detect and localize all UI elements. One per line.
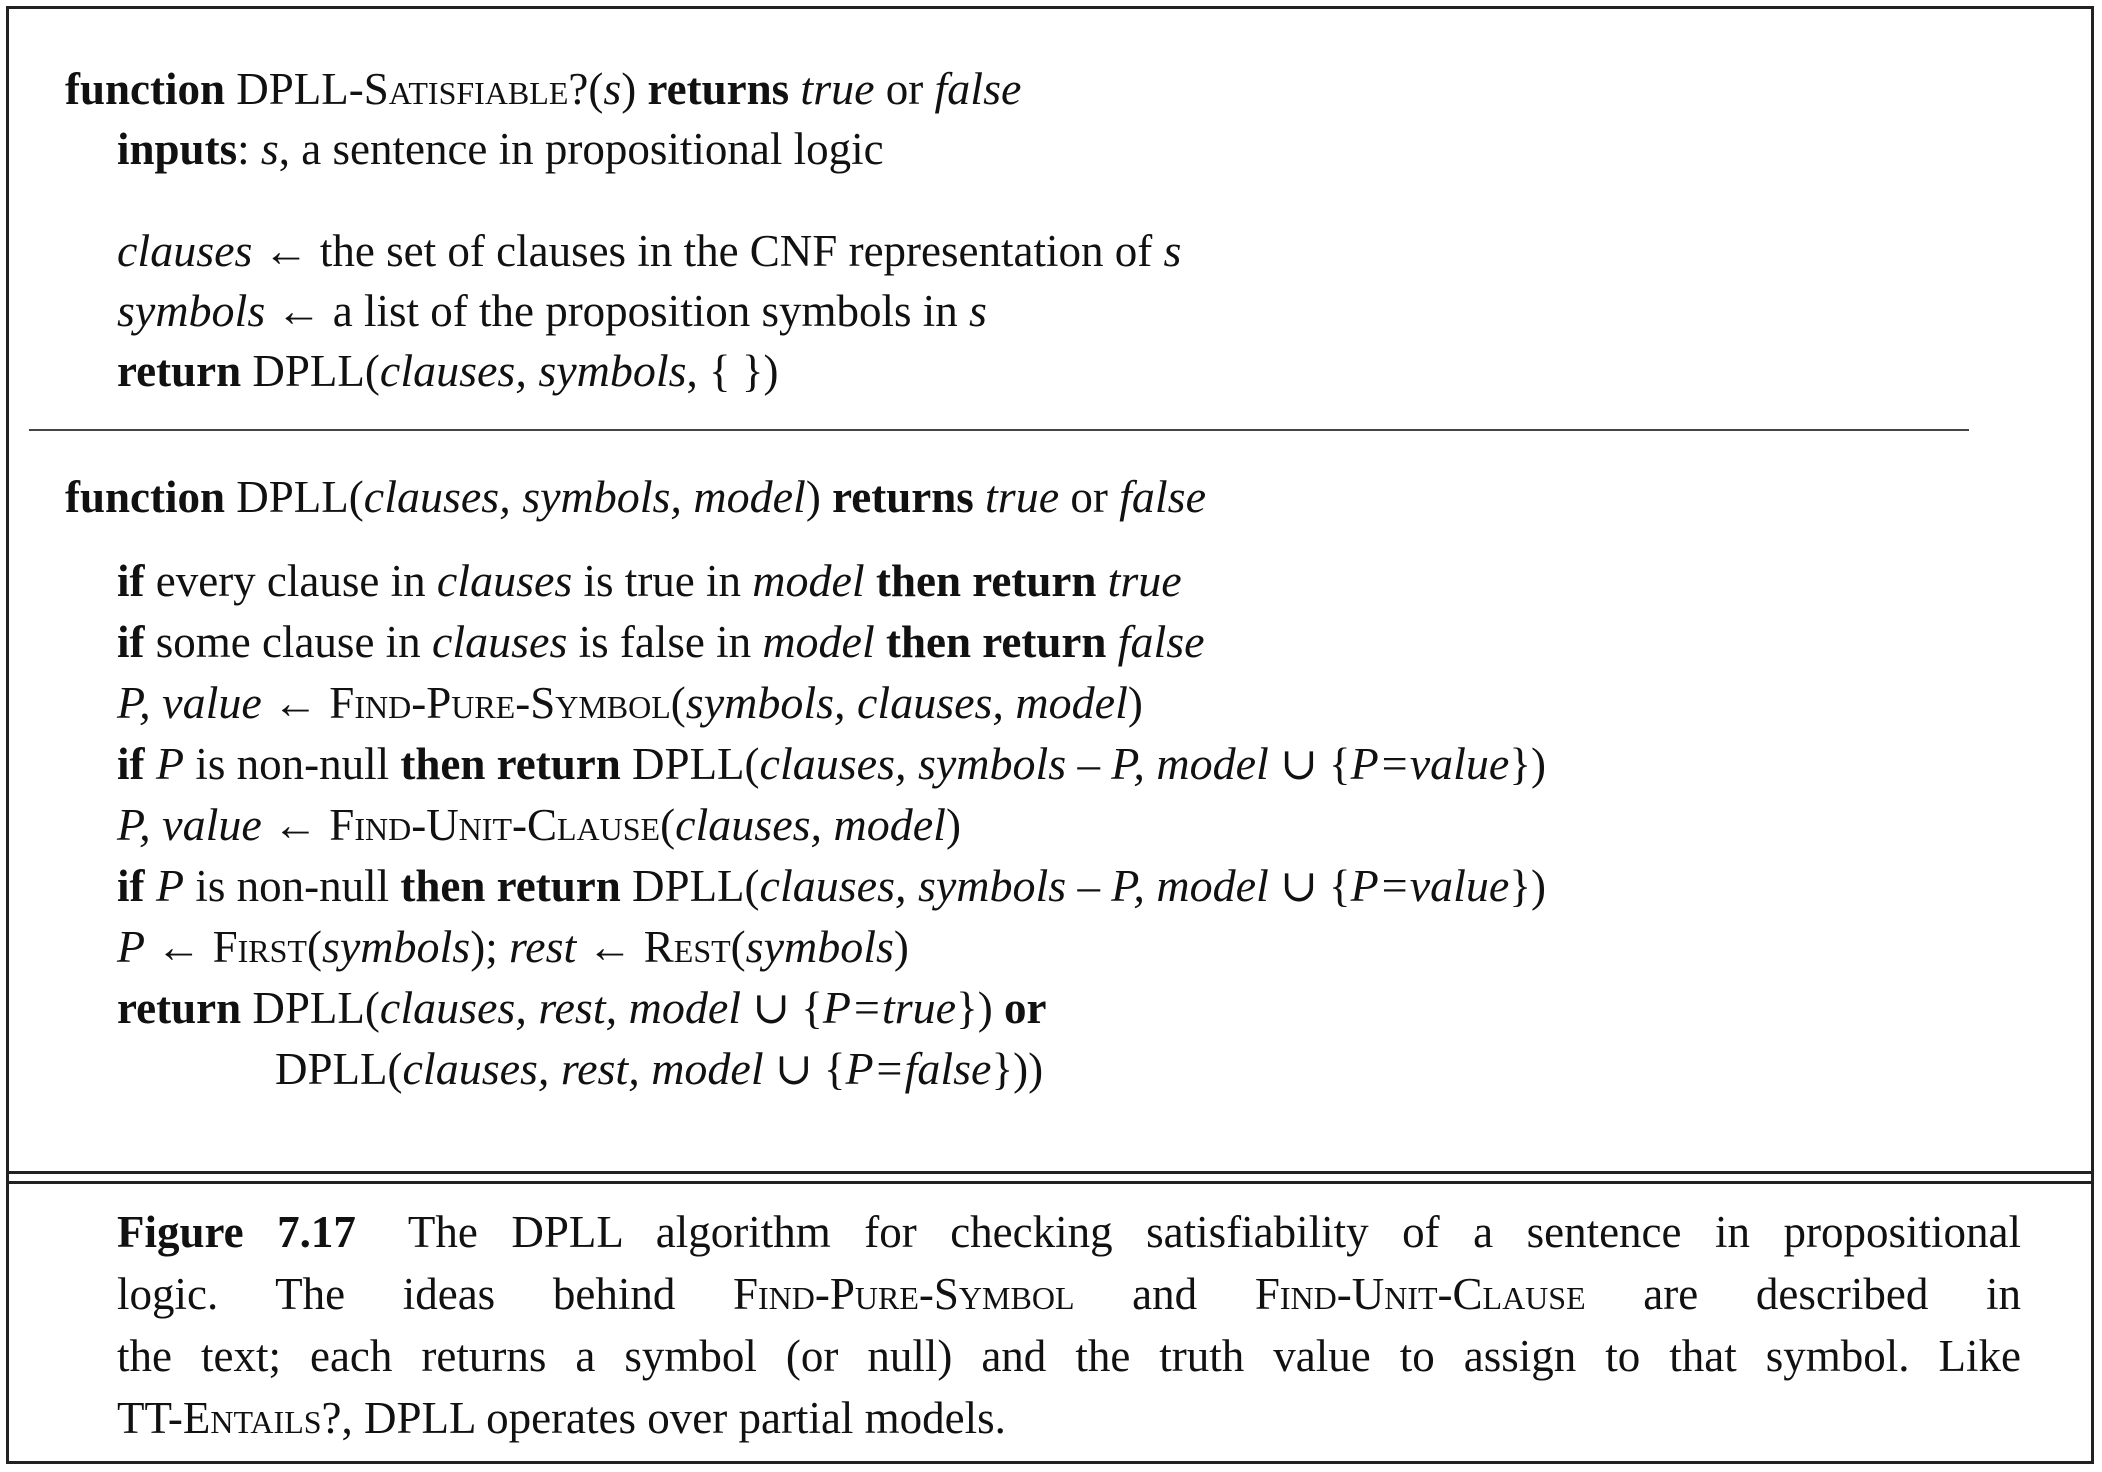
params: clauses, symbols, model: [363, 471, 806, 522]
dpll-satisfiable-signature: [65, 59, 1021, 119]
l2-clauses: clauses: [431, 616, 568, 667]
function-name: Satisfiable: [363, 64, 569, 114]
keyword-if: if: [117, 739, 145, 789]
l1-b: is true in: [572, 556, 753, 606]
caption-line2-a: logic. The ideas behind: [117, 1269, 733, 1319]
keyword-if: if: [117, 556, 145, 606]
l3-fn-pre: F: [329, 678, 355, 728]
l4-p2: P, model: [1111, 738, 1269, 789]
caption-line2-c: are described in: [1585, 1269, 2021, 1319]
keyword-return: return: [117, 983, 242, 1033]
l8-close: }): [956, 983, 1004, 1033]
function-divider: [29, 429, 1969, 431]
l2-then: then return: [874, 617, 1118, 667]
caption-line-1: [117, 1201, 2021, 1263]
l9-args: clauses, rest, model: [402, 1043, 764, 1094]
param-s: s: [603, 63, 622, 114]
paren-close: ): [805, 472, 833, 522]
l7-sym1: symbols: [321, 921, 471, 972]
l9-pf: P=false: [845, 1043, 992, 1094]
l6-call: DPLL(: [620, 861, 760, 911]
keyword-or: or: [1003, 983, 1047, 1033]
check-all-true-line: [117, 551, 1182, 611]
paren-open: ?(: [568, 64, 604, 114]
caption-line4-sc: Entails: [182, 1393, 322, 1443]
figure-frame: [6, 6, 2094, 1464]
l6-minus: –: [1066, 861, 1112, 911]
caption-line4-b: ?, DPLL operates over partial models.: [321, 1393, 1006, 1443]
or-text: or: [874, 64, 935, 114]
figure-label: Figure 7.17: [117, 1207, 356, 1257]
l9-call: DPLL(: [275, 1044, 403, 1094]
return-split-line: [117, 978, 1046, 1038]
l6-pv: P=value: [1350, 860, 1510, 911]
keyword-returns: returns: [647, 64, 790, 114]
l3-close: ): [1127, 678, 1143, 728]
l3-open: (: [670, 678, 686, 728]
l6-args: clauses, symbols: [759, 860, 1067, 911]
return-split-continuation: [275, 1039, 1043, 1099]
l8-args: clauses, rest, model: [379, 982, 742, 1033]
l6-close: }): [1509, 861, 1546, 911]
var-s: s: [1163, 225, 1182, 276]
empty-model: , { }): [686, 346, 779, 396]
l7-open1: (: [306, 922, 322, 972]
l4-args: clauses, symbols: [759, 738, 1067, 789]
first-rest-line: [117, 917, 909, 977]
l3-args: symbols, clauses, model: [685, 677, 1128, 728]
caption-line2-f2: Find-Unit-Clause: [1254, 1269, 1586, 1319]
l7-rest: rest: [508, 921, 577, 972]
l5-close: ): [945, 800, 961, 850]
l4-p: P: [144, 738, 185, 789]
l7-sym2: symbols: [745, 921, 894, 972]
value-true: true: [985, 471, 1060, 522]
l5-lhs: P, value: [117, 799, 262, 850]
l7-close: ): [893, 922, 909, 972]
dpll-signature: [65, 467, 1206, 527]
caption-line3: the text; each returns a symbol (or null) and the truth value to assign to that symbol. Like: [117, 1331, 2021, 1381]
l3-fn-sc: ind-Pure-Symbol: [354, 678, 671, 728]
clauses-description: the set of clauses in the CNF representation of: [319, 226, 1164, 276]
l2-model: model: [762, 616, 875, 667]
l8-pt: P=true: [822, 982, 957, 1033]
return-dpll-line: [117, 341, 778, 401]
keyword-function: function: [65, 64, 226, 114]
l5-fn-sc: ind-Unit-Clause: [354, 800, 661, 850]
or-text: or: [1059, 472, 1120, 522]
l7-open2: (: [730, 922, 746, 972]
caption-line2-b: and: [1074, 1269, 1255, 1319]
value-false: false: [1119, 471, 1207, 522]
l5-fn-pre: F: [329, 800, 355, 850]
find-unit-clause-line: [117, 795, 961, 855]
keyword-if: if: [117, 617, 145, 667]
paren-close: ): [621, 64, 648, 114]
l2-a: some clause in: [144, 617, 432, 667]
l4-union: ∪ {: [1268, 739, 1351, 789]
inputs-description: , a sentence in propositional logic: [278, 124, 884, 174]
call-args: clauses, symbols: [379, 345, 687, 396]
l1-clauses: clauses: [436, 555, 573, 606]
l6-a: is non-null: [184, 861, 401, 911]
arrow: ←: [265, 286, 333, 336]
l2-b: is false in: [567, 617, 763, 667]
l1-model: model: [752, 555, 865, 606]
caption-line2-f1: Find-Pure-Symbol: [733, 1269, 1075, 1319]
caption-divider-bottom: [9, 1181, 2091, 1184]
function-name-prefix: DPLL-: [236, 64, 364, 114]
figure-caption: [117, 1201, 2021, 1449]
check-some-false-line: [117, 612, 1205, 672]
l4-minus: –: [1066, 739, 1112, 789]
caption-divider-top: [9, 1171, 2091, 1174]
function-name: DPLL(: [225, 472, 364, 522]
l3-lhs: P, value: [117, 677, 262, 728]
l8-union: ∪ {: [741, 983, 823, 1033]
symbols-description: a list of the proposition symbols in: [332, 286, 969, 336]
l7-mid: );: [470, 922, 509, 972]
keyword-return: return: [117, 346, 242, 396]
unit-clause-branch-line: [117, 856, 1546, 916]
l4-call: DPLL(: [620, 739, 760, 789]
caption-line4-a: TT-: [117, 1393, 183, 1443]
l4-pv: P=value: [1350, 738, 1510, 789]
caption-line-3: [117, 1325, 2021, 1387]
l6-p2: P, model: [1111, 860, 1269, 911]
l1-then: then return: [864, 556, 1108, 606]
clauses-assign-line: [117, 221, 1181, 281]
l2-val: false: [1117, 616, 1205, 667]
l5-open: (: [660, 800, 676, 850]
var-symbols: symbols: [117, 285, 266, 336]
l3-arrow: ←: [261, 678, 330, 728]
l4-close: }): [1509, 739, 1546, 789]
l6-p: P: [144, 860, 185, 911]
l4-a: is non-null: [184, 739, 401, 789]
caption-line1: The DPLL algorithm for checking satisfiability of a sentence in propositional: [407, 1207, 2021, 1257]
arrow: ←: [252, 226, 320, 276]
l9-union: ∪ {: [763, 1044, 846, 1094]
l5-args: clauses, model: [675, 799, 946, 850]
var-clauses: clauses: [117, 225, 253, 276]
colon: :: [237, 124, 261, 174]
l6-then: then return: [400, 861, 621, 911]
l7-first: First: [212, 922, 307, 972]
value-false: false: [934, 63, 1022, 114]
l8-call: DPLL(: [241, 983, 380, 1033]
l1-a: every clause in: [144, 556, 437, 606]
keyword-returns: returns: [832, 472, 974, 522]
keyword-function: function: [65, 472, 226, 522]
symbols-assign-line: [117, 281, 987, 341]
l4-then: then return: [400, 739, 621, 789]
l7-p: P: [117, 921, 146, 972]
inputs-line: [117, 119, 884, 179]
caption-line-2: [117, 1263, 2021, 1325]
find-pure-symbol-line: [117, 673, 1143, 733]
l7-arrow2: ←: [576, 922, 644, 972]
dpll-call: DPLL(: [241, 346, 380, 396]
var-s: s: [260, 123, 279, 174]
keyword-if: if: [117, 861, 145, 911]
pure-symbol-branch-line: [117, 734, 1546, 794]
l1-val: true: [1107, 555, 1182, 606]
l5-arrow: ←: [261, 800, 330, 850]
value-true: true: [800, 63, 875, 114]
l9-close: })): [991, 1044, 1044, 1094]
var-s: s: [968, 285, 987, 336]
l7-arrow: ←: [145, 922, 213, 972]
l6-union: ∪ {: [1268, 861, 1351, 911]
caption-line-4: [117, 1387, 2021, 1449]
keyword-inputs: inputs: [117, 124, 238, 174]
l7-restfn: Rest: [643, 922, 731, 972]
